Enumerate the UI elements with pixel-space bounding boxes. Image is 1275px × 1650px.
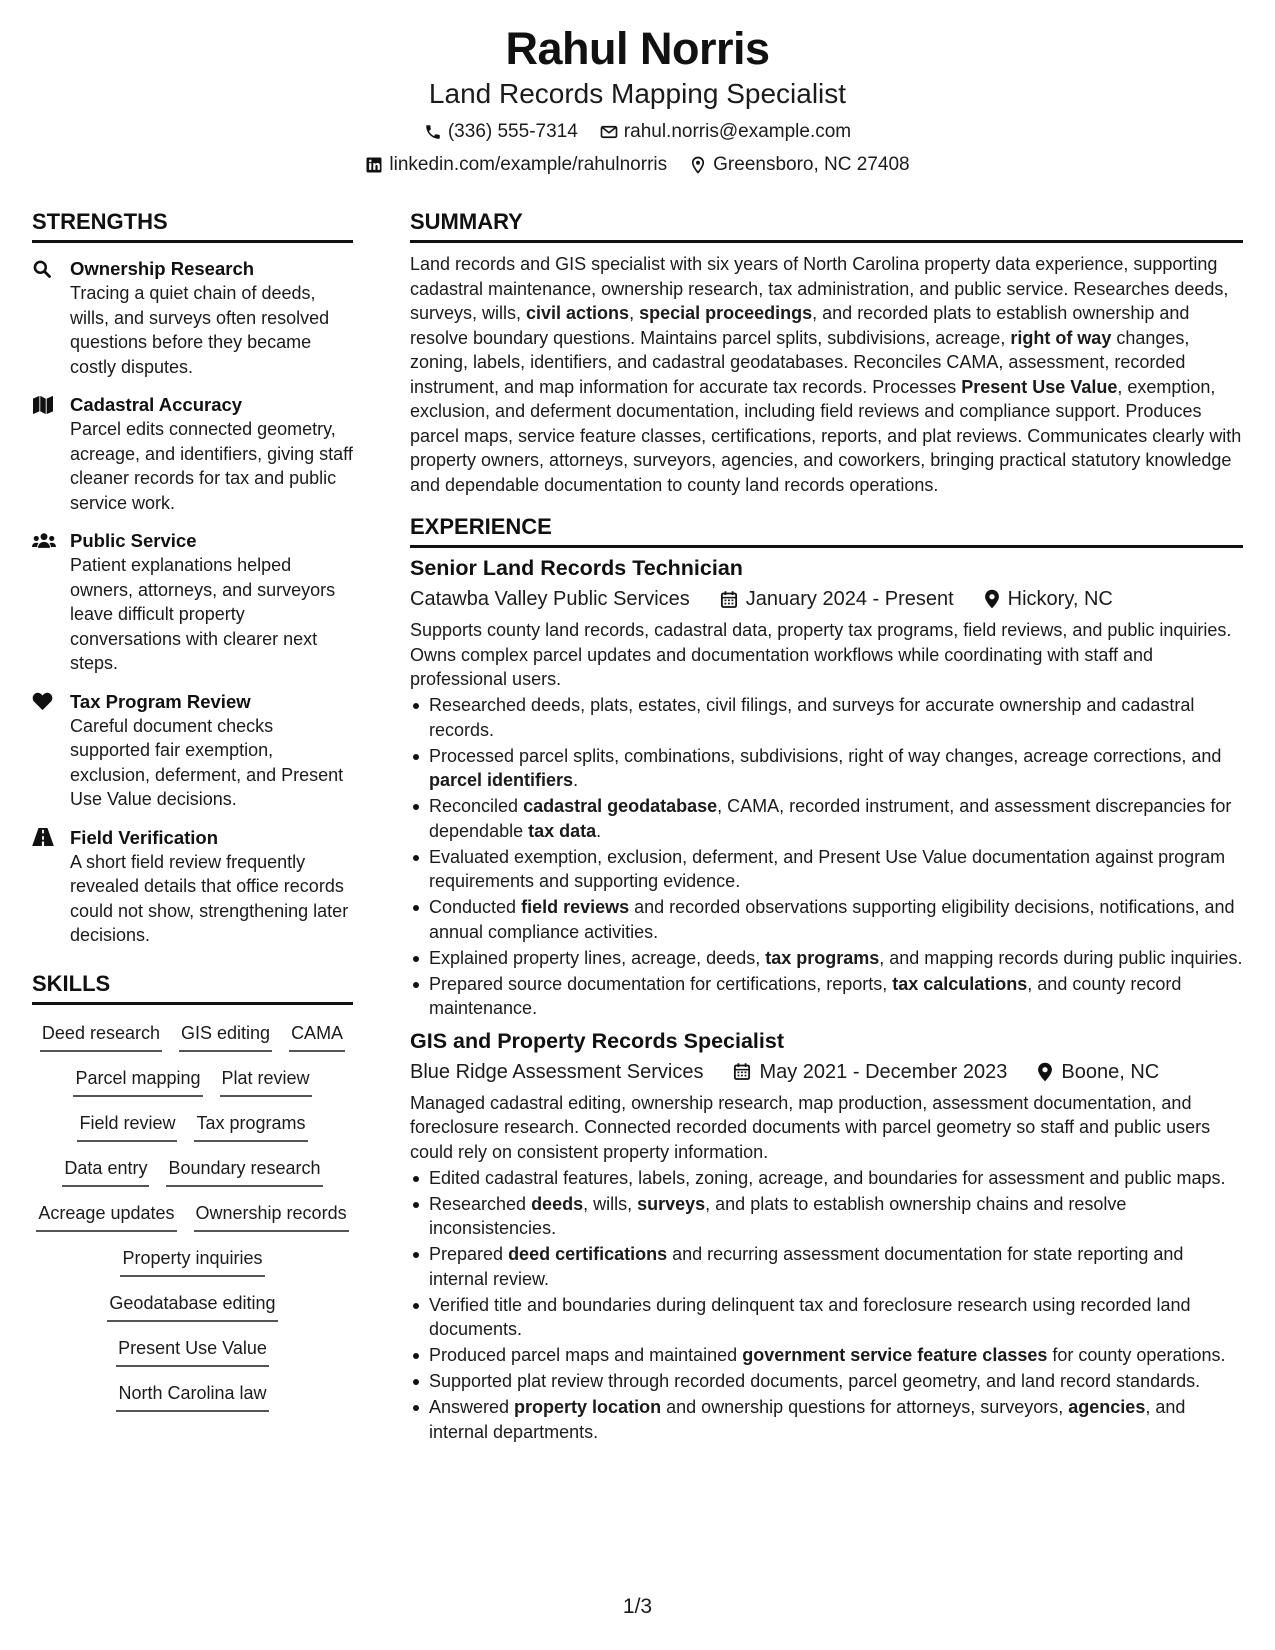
list-item: Answered property location and ownership questions for attorneys, surveyors, agencies, and internal departments.: [410, 1395, 1243, 1444]
phone-icon: [424, 123, 442, 141]
candidate-title: Land Records Mapping Specialist: [428, 78, 847, 109]
skills-heading: SKILLS: [32, 970, 353, 1005]
strength-title: Ownership Research: [70, 258, 255, 279]
strength-title: Public Service: [70, 530, 197, 551]
road-icon: [32, 828, 54, 846]
phone-contact: [424, 120, 578, 144]
list-item: Researched deeds, wills, surveys, and plats to establish ownership chains and resolve inconsistencies.: [410, 1192, 1243, 1241]
list-item: Prepared source documentation for certifications, reports, tax calculations, and county record maintenance.: [410, 972, 1243, 1021]
skill-tag: Data entry: [62, 1154, 149, 1187]
strengths-heading: STRENGTHS: [32, 208, 353, 243]
strength-desc: A short field review frequently revealed details that office records could not show, strengthening later decisions.: [70, 851, 349, 945]
job-title: GIS and Property Records Specialist: [410, 1028, 784, 1053]
list-item: Reconciled cadastral geodatabase, CAMA, recorded instrument, and assessment discrepancies for dependable tax data.: [410, 794, 1243, 843]
list-item: Conducted field reviews and recorded observations supporting eligibility decisions, notifications, and annual compliance activities.: [410, 895, 1243, 944]
skill-tag: Present Use Value: [116, 1334, 269, 1367]
skill-tag: Parcel mapping: [73, 1064, 202, 1097]
list-item: Edited cadastral features, labels, zoning, acreage, and boundaries for assessment and public maps.: [410, 1166, 1243, 1191]
skill-tag: Ownership records: [194, 1199, 349, 1232]
phone-text[interactable]: (336) 555-7314: [447, 121, 578, 142]
summary-heading: SUMMARY: [410, 208, 1243, 243]
search-icon: [32, 259, 52, 279]
job-bullets: [410, 1166, 1243, 1445]
linkedin-contact: [365, 153, 667, 177]
strength-item: [32, 529, 353, 676]
skill-tag: Property inquiries: [120, 1244, 264, 1277]
job-company: Catawba Valley Public Services: [410, 588, 690, 610]
job-company: Blue Ridge Assessment Services: [410, 1060, 704, 1083]
right-column: [410, 208, 1243, 1444]
envelope-icon: [600, 123, 618, 141]
email-contact: [600, 120, 851, 144]
summary-text: Land records and GIS specialist with six years of North Carolina property data experience, supporting cadastral maintenance, ownership research, tax administration, and public service. Researches deeds, surveys, wills, civil actions, special proceedings, and recorded plats to establish ownership and resolve boundary questions. Maintains parcel splits, subdivisions, acreage, right of way changes, zoning, labels, identifiers, and cadastral geodatabases. Reconciles CAMA, assessment, recorded instrument, and map information for accurate tax records. Processes Present Use Value, exemption, exclusion, and deferment documentation, including field reviews and compliance support. Produces parcel maps, service feature classes, certifications, reports, and plat reviews. Communicates clearly with property owners, attorneys, surveyors, agencies, and coworkers, bringing practical statutory knowledge and dependable documentation to county land records operations.: [410, 254, 1242, 495]
calendar-icon: [720, 590, 738, 609]
list-item: Prepared deed certifications and recurring assessment documentation for state reporting and internal review.: [410, 1242, 1243, 1291]
contact-row-1: [0, 120, 1275, 144]
job-description: Managed cadastral editing, ownership research, map production, assessment documentation, and foreclosure research. Connected recorded documents with parcel geometry so staff and public users could rely on consistent property information.: [410, 1092, 1211, 1162]
job-bullets: [410, 693, 1243, 1021]
strength-title: Field Verification: [70, 826, 219, 848]
strength-desc: Careful document checks supported fair exemption, exclusion, deferment, and Present Use Value decisions.: [70, 715, 344, 809]
job-dates: May 2021 - December 2023: [759, 1060, 1008, 1083]
job-description: Supports county land records, cadastral data, property tax programs, field reviews, and public inquiries. Owns complex parcel updates and documentation workflows while coordinating with staff and professional users.: [410, 620, 1232, 689]
candidate-name: Rahul Norris: [505, 23, 770, 74]
map-pin-icon: [689, 156, 707, 174]
strength-title: Tax Program Review: [70, 690, 251, 712]
skill-tag: Acreage updates: [36, 1199, 176, 1232]
strength-item: [32, 257, 353, 379]
users-icon: [32, 531, 56, 551]
list-item: Processed parcel splits, combinations, subdivisions, right of way changes, acreage corrections, and parcel identifiers.: [410, 744, 1243, 793]
list-item: Researched deeds, plats, estates, civil filings, and surveys for accurate ownership and cadastral records.: [410, 693, 1243, 742]
job-location: Hickory, NC: [1007, 588, 1113, 610]
strength-desc: Patient explanations helped owners, attorneys, and surveyors leave difficult property conversations with clearer next steps.: [70, 555, 336, 673]
job-dates: January 2024 - Present: [745, 588, 954, 610]
list-item: Supported plat review through recorded documents, parcel geometry, and land record standards.: [410, 1369, 1243, 1394]
strength-desc: Tracing a quiet chain of deeds, wills, and surveys often resolved questions before they became costly disputes.: [70, 283, 330, 377]
list-item: Verified title and boundaries during delinquent tax and foreclosure research using recorded land documents.: [410, 1293, 1243, 1342]
skill-tag: Plat review: [220, 1064, 312, 1097]
map-icon: [32, 395, 54, 415]
job-meta: [410, 586, 1243, 612]
skill-tag: North Carolina law: [116, 1379, 268, 1412]
linkedin-text[interactable]: linkedin.com/example/rahulnorris: [389, 154, 668, 175]
heart-icon: [32, 692, 53, 711]
skill-tag: GIS editing: [179, 1019, 272, 1052]
calendar-icon: [733, 1062, 751, 1081]
list-item: Produced parcel maps and maintained government service feature classes for county operations.: [410, 1343, 1243, 1368]
job-entry: [410, 554, 1243, 1021]
map-pin-icon: [1037, 1062, 1053, 1082]
strength-desc: Parcel edits connected geometry, acreage, and identifiers, giving staff cleaner records for tax and public service work.: [70, 419, 353, 513]
resume-header: [0, 22, 1275, 177]
map-pin-icon: [984, 589, 1000, 609]
list-item: Explained property lines, acreage, deeds, tax programs, and mapping records during public inquiries.: [410, 946, 1243, 971]
strength-item: [32, 826, 353, 948]
list-item: Evaluated exemption, exclusion, deferment, and Present Use Value documentation against program requirements and supporting evidence.: [410, 845, 1243, 894]
strength-title: Cadastral Accuracy: [70, 394, 243, 415]
skill-tag: Tax programs: [194, 1109, 307, 1142]
job-meta: [410, 1059, 1243, 1085]
strength-item: [32, 393, 353, 515]
skills-list: [32, 1019, 353, 1412]
job-location: Boone, NC: [1061, 1060, 1160, 1083]
experience-heading: EXPERIENCE: [410, 513, 1243, 548]
strength-item: [32, 690, 353, 812]
left-column: [32, 208, 353, 1412]
job-title: Senior Land Records Technician: [410, 556, 743, 580]
email-text[interactable]: rahul.norris@example.com: [623, 121, 852, 142]
skill-tag: CAMA: [289, 1019, 345, 1052]
skill-tag: Boundary research: [166, 1154, 322, 1187]
location-text: Greensboro, NC 27408: [713, 154, 910, 175]
contact-row-2: [0, 153, 1275, 177]
skill-tag: Field review: [77, 1109, 177, 1142]
job-entry: [410, 1027, 1243, 1445]
page-number: 1/3: [622, 1595, 653, 1618]
linkedin-icon: [365, 156, 383, 174]
location-contact: [689, 153, 909, 177]
skill-tag: Geodatabase editing: [107, 1289, 277, 1322]
skill-tag: Deed research: [40, 1019, 162, 1052]
